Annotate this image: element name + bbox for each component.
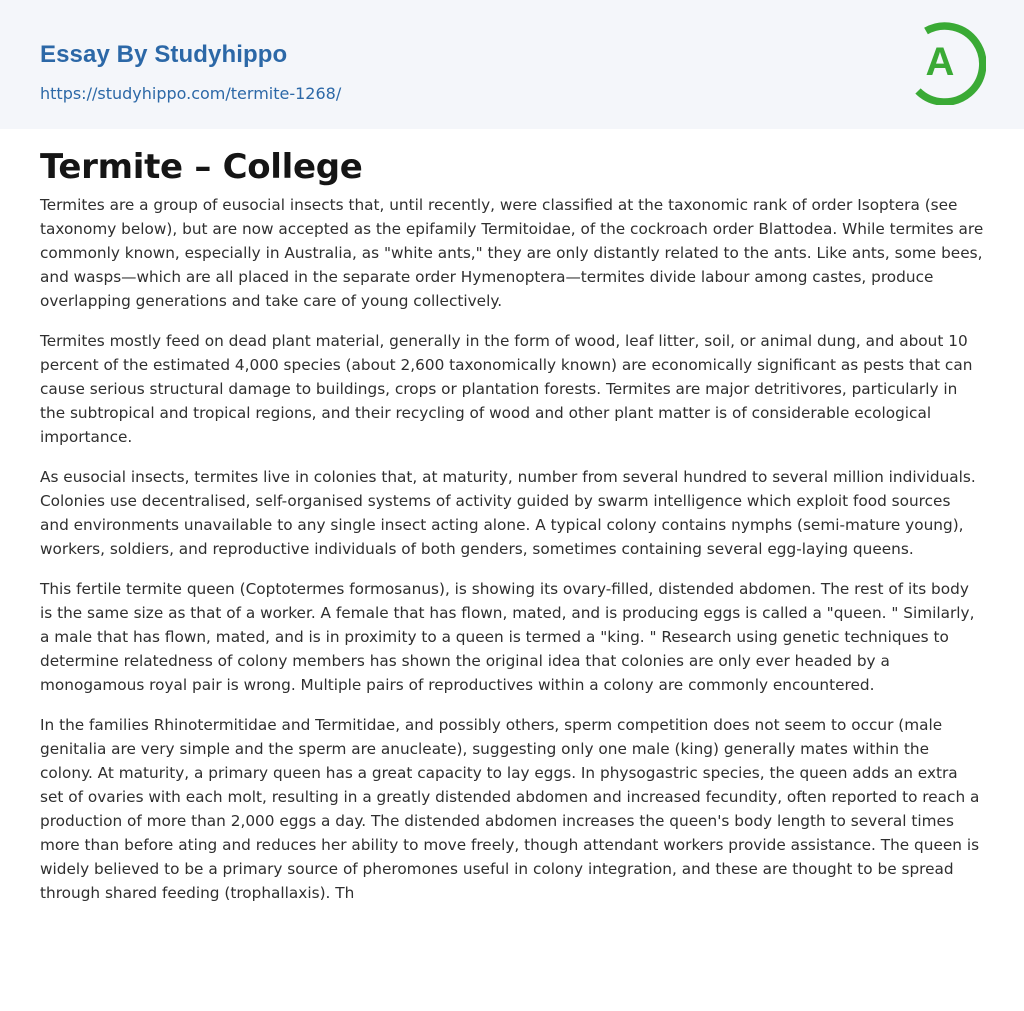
essay-paragraph: As eusocial insects, termites live in colonies that, at maturity, number from several hundred to several million individuals. Colonies use decentralised, self-organised systems of activity guided by swarm intelligence which exploit food sources and environments unavailable to any single insect acting alone. A typical colony contains nymphs (semi-mature young), workers, soldiers, and reproductive individuals of both genders, sometimes containing several egg-laying queens. <box>40 468 976 558</box>
studyhippo-logo-icon[interactable] <box>912 19 986 105</box>
site-header <box>0 0 1024 129</box>
brand-title[interactable]: Essay By Studyhippo <box>40 41 288 68</box>
essay-paragraph: Termites are a group of eusocial insects that, until recently, were classified at the taxonomic rank of order Isoptera (see taxonomy below), but are now accepted as the epifamily Termitoidae, of the cockroach order Blattodea. While termites are commonly known, especially in Australia, as "white ants," they are only distantly related to the ants. Like ants, some bees, and wasps—which are all placed in the separate order Hymenoptera—termites divide labour among castes, produce overlapping generations and take care of young collectively. <box>40 196 984 310</box>
essay-content <box>0 129 1024 905</box>
essay-paragraph: This fertile termite queen (Coptotermes formosanus), is showing its ovary-filled, distended abdomen. The rest of its body is the same size as that of a worker. A female that has flown, mated, and is producing eggs is called a "queen. " Similarly, a male that has flown, mated, and is in proximity to a queen is termed a "king. " Research using genetic techniques to determine relatedness of colony members has shown the original idea that colonies are only ever headed by a monogamous royal pair is wrong. Multiple pairs of reproductives within a colony are commonly encountered. <box>40 580 975 694</box>
essay-url-link[interactable]: https://studyhippo.com/termite-1268/ <box>40 84 342 103</box>
essay-paragraph: In the families Rhinotermitidae and Termitidae, and possibly others, sperm competition does not seem to occur (male genitalia are very simple and the sperm are anucleate), suggesting only one male (king) generally mates within the colony. At maturity, a primary queen has a great capacity to lay eggs. In physogastric species, the queen adds an extra set of ovaries with each molt, resulting in a greatly distended abdomen and increased fecundity, often reported to reach a production of more than 2,000 eggs a day. The distended abdomen increases the queen's body length to several times more than before ating and reduces her ability to move freely, though attendant workers provide assistance. The queen is widely believed to be a primary source of pheromones useful in colony integration, and these are thought to be spread through shared feeding (trophallaxis). Th <box>40 716 980 902</box>
page-title: Termite – College <box>40 147 363 187</box>
logo-letter: A <box>925 40 955 84</box>
essay-paragraph: Termites mostly feed on dead plant material, generally in the form of wood, leaf litter, soil, or animal dung, and about 10 percent of the estimated 4,000 species (about 2,600 taxonomically known) are economically significant as pests that can cause serious structural damage to buildings, crops or plantation forests. Termites are major detritivores, particularly in the subtropical and tropical regions, and their recycling of wood and other plant matter is of considerable ecological importance. <box>40 332 973 446</box>
